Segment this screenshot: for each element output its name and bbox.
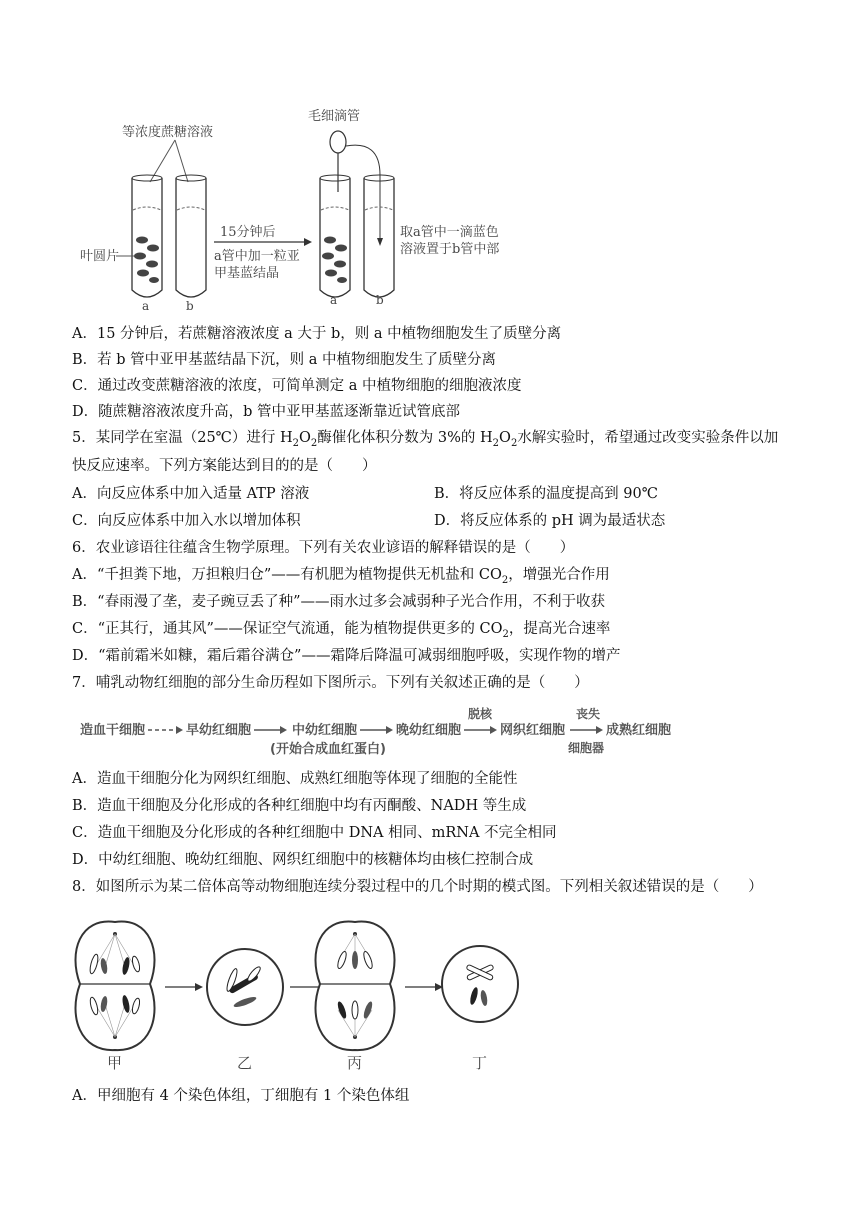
tube-b-right [364,175,394,297]
cell-yi [207,949,283,1025]
q7-option-d: D．中幼红细胞、晚幼红细胞、网织红细胞中的核糖体均由核仁控制合成 [72,852,534,868]
flow-step-early: 早幼红细胞 [186,723,252,738]
q5-option-c: C．向反应体系中加入水以增加体积 [72,513,301,529]
cell-label-jia: 甲 [107,1054,123,1072]
q5-option-b: B．将反应体系的温度提高到 90℃ [434,486,658,502]
fig1-label-sugar: 等浓度蔗糖溶液 [122,125,214,140]
fig1-tube-b-label-right: b [376,293,384,307]
flow-arrow-lose-bottom: 细胞器 [568,741,605,755]
fig1-label-capillary: 毛细滴管 [308,109,361,124]
cell-jia [75,922,154,1051]
cell-bing [315,922,394,1051]
cell-label-yi: 乙 [237,1054,253,1072]
q6-option-d: D．“霜前霜米如糠，霜后霜谷满仓”——霜降后降温可减弱细胞呼吸，实现作物的增产 [72,648,621,664]
fig1-tube-b-label: b [186,299,194,313]
q4-option-c: C．通过改变蔗糖溶液的浓度，可简单测定 a 中植物细胞的细胞液浓度 [72,378,522,394]
flow-step-late: 晚幼红细胞 [396,723,462,738]
cell-ding [442,946,518,1022]
flow-step-hsc: 造血干细胞 [80,723,146,738]
cell-label-ding: 丁 [472,1054,488,1072]
q5-stem-line2: 快反应速率。下列方案能达到目的的是（ ） [72,458,377,474]
q6-option-b: B．“春雨漫了垄，麦子豌豆丢了种”——雨水过多会减弱种子光合作用，不利于收获 [72,594,605,610]
q4-option-a: A．15 分钟后，若蔗糖溶液浓度 a 大于 b，则 a 中植物细胞发生了质壁分离 [72,326,562,342]
q6-option-c: C．“正其行，通其风”——保证空气流通，能为植物提供更多的 $CO_2$，提高光合速率 [72,621,611,640]
flow-step-mature: 成熟红细胞 [606,723,672,738]
q4-option-b: B．若 b 管中亚甲基蓝结晶下沉，则 a 中植物细胞发生了质壁分离 [72,352,497,368]
flow-step-reticulocyte: 网织红细胞 [500,723,566,738]
q7-option-c: C．造血干细胞及分化形成的各种红细胞中 DNA 相同、mRNA 不完全相同 [72,825,557,841]
q8-option-a: A．甲细胞有 4 个染色体组，丁细胞有 1 个染色体组 [72,1088,410,1104]
fig1-label-take1: 取a管中一滴蓝色 [400,225,499,240]
q6-stem: 6．农业谚语往往蕴含生物学原理。下列有关农业谚语的解释错误的是（ ） [72,540,575,556]
flow-arrow-lose-top: 丧失 [576,707,601,721]
q7-option-b: B．造血干细胞及分化形成的各种红细胞中均有丙酮酸、NADH 等生成 [72,798,527,814]
tube-a-right [320,175,350,297]
q5-option-d: D．将反应体系的 pH 调为最适状态 [434,513,666,529]
fig1-label-after: 15分钟后 [220,225,276,240]
q8-stem: 8．如图所示为某二倍体高等动物细胞连续分裂过程中的几个时期的模式图。下列相关叙述错误的是（ ） [72,879,763,895]
cell-division-figure [70,912,570,1072]
flow-step-middle: 中幼红细胞 [292,723,358,738]
red-cell-flow-diagram [80,704,690,760]
fig1-label-take2: 溶液置于b管中部 [400,242,500,257]
q7-option-a: A．造血干细胞分化为网织红细胞、成熟红细胞等体现了细胞的全能性 [72,771,518,787]
q6-option-a: A．“千担粪下地，万担粮归仓”——有机肥为植物提供无机盐和 $CO_2$，增强光合作用 [72,567,610,586]
q5-stem-line1: 5．某同学在室温（25℃）进行 $H_2O_2$酶催化体积分数为 3%的 $H_2O_2$水解实验时，希望通过改变实验条件以加 [72,430,779,449]
q4-option-d: D．随蔗糖溶液浓度升高，b 管中亚甲基蓝逐渐靠近试管底部 [72,404,461,420]
cell-label-bing: 丙 [347,1054,363,1072]
fig1-label-add2: 甲基蓝结晶 [214,266,280,281]
fig1-tube-a-label: a [142,299,150,313]
q7-stem: 7．哺乳动物红细胞的部分生命历程如下图所示。下列有关叙述正确的是（ ） [72,675,589,691]
fig1-tube-a-label-right: a [330,293,338,307]
fig1-label-add1: a管中加一粒亚 [214,249,300,264]
flow-step-middle-note: (开始合成血红蛋白) [270,742,386,757]
tube-experiment-figure [80,100,540,315]
flow-arrow-enucleation: 脱核 [468,707,493,721]
q5-option-a: A．向反应体系中加入适量 ATP 溶液 [72,486,310,502]
tube-b-left [176,175,206,297]
fig1-label-leaf: 叶圆片 [80,249,120,264]
tube-a-left [132,175,162,297]
